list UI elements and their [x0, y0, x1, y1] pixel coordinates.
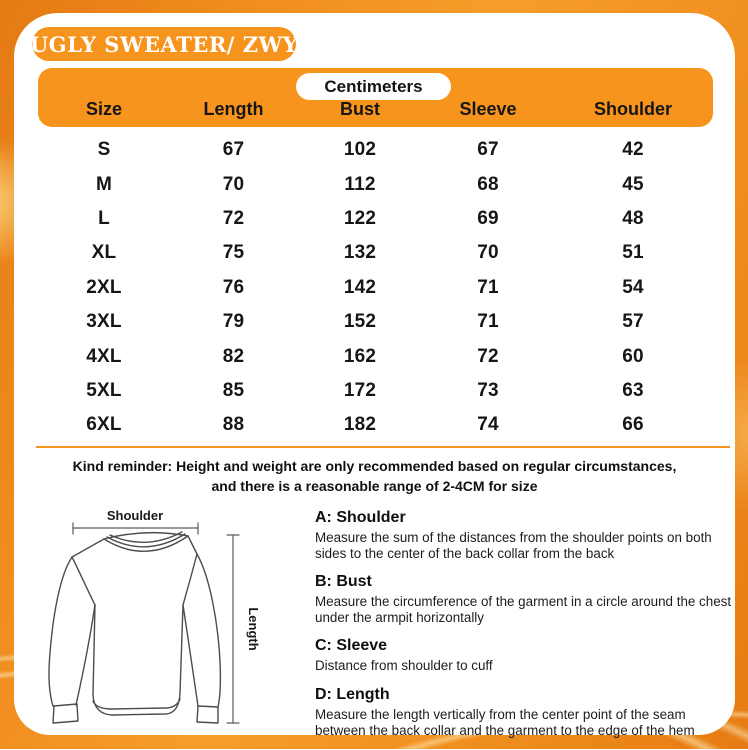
value-cell: 142 — [343, 276, 377, 298]
body-right-edge — [180, 554, 197, 693]
guide-item-text: Measure the sum of the distances from the shoulder points on both sides to the center of the back collar from the back — [315, 530, 712, 561]
column-header-size: Size — [85, 99, 123, 119]
guide-item-heading: D: Length — [315, 685, 390, 703]
value-cell: 162 — [343, 345, 377, 367]
measure-guide — [315, 509, 739, 750]
table-row — [38, 305, 713, 339]
size-cell: S — [97, 139, 111, 161]
size-cell: 2XL — [86, 276, 122, 298]
size-cell: 3XL — [86, 311, 122, 333]
value-cell: 85 — [222, 379, 245, 401]
guide-item-text: Measure the circumference of the garment in a circle around the chest under the armpit horizontally — [315, 594, 732, 625]
value-cell: 57 — [622, 311, 644, 333]
value-cell: 72 — [222, 207, 245, 229]
table-row — [38, 339, 713, 373]
table-body — [38, 133, 713, 443]
value-cell: 51 — [622, 242, 644, 264]
value-cell: 71 — [477, 276, 499, 298]
value-cell: 54 — [622, 276, 644, 298]
value-cell: 67 — [477, 139, 499, 161]
value-cell: 82 — [222, 345, 245, 367]
value-cell: 70 — [477, 242, 499, 264]
value-cell: 79 — [222, 311, 245, 333]
value-cell: 122 — [343, 207, 377, 229]
divider-line — [36, 446, 730, 448]
value-cell: 45 — [622, 173, 644, 195]
size-cell: 5XL — [86, 379, 122, 401]
guide-item-heading: A: Shoulder — [315, 509, 406, 526]
table-row — [38, 236, 713, 270]
left-sleeve-inner — [76, 605, 95, 705]
table-row — [38, 133, 713, 167]
unit-label: Centimeters — [324, 76, 423, 96]
kind-reminder — [14, 457, 735, 496]
table-header — [38, 68, 713, 127]
value-cell: 132 — [343, 242, 377, 264]
guide-item-heading: C: Sleeve — [315, 637, 388, 655]
unit-badge — [296, 73, 451, 100]
guide-item-text: Distance from shoulder to cuff — [315, 658, 493, 674]
right-sleeve-inner — [183, 605, 198, 706]
value-cell: 68 — [477, 173, 499, 195]
size-cell: 4XL — [86, 345, 122, 367]
column-header-length: Length — [203, 99, 264, 119]
table-row — [38, 167, 713, 201]
size-cell: M — [95, 173, 113, 195]
sweater-diagram — [40, 503, 310, 743]
value-cell: 172 — [343, 379, 377, 401]
size-cell: L — [98, 207, 110, 229]
guide-item-heading: B: Bust — [315, 573, 372, 591]
product-title-badge — [29, 27, 299, 61]
size-cell: XL — [91, 242, 117, 264]
guide-item — [315, 573, 739, 625]
value-cell: 42 — [622, 139, 644, 161]
table-row — [38, 374, 713, 408]
right-shoulder-seam — [188, 536, 197, 554]
value-cell: 67 — [222, 139, 245, 161]
value-cell: 112 — [344, 173, 376, 195]
size-chart-card — [14, 13, 735, 738]
value-cell: 74 — [477, 414, 499, 436]
value-cell: 73 — [477, 379, 499, 401]
table-header-row — [38, 99, 713, 120]
left-cuff — [53, 704, 78, 723]
column-header-shoulder: Shoulder — [593, 99, 672, 119]
right-cuff — [197, 706, 218, 723]
value-cell: 152 — [343, 311, 377, 333]
hem-inner-line — [93, 699, 180, 709]
value-cell: 182 — [343, 414, 377, 436]
value-cell: 63 — [622, 379, 644, 401]
right-sleeve-outer — [197, 554, 220, 707]
left-sleeve-outer — [49, 557, 72, 706]
value-cell: 48 — [622, 207, 644, 229]
value-cell: 69 — [477, 207, 499, 229]
left-shoulder-seam — [72, 539, 104, 557]
guide-item — [315, 686, 739, 738]
hem-outer-line — [93, 693, 180, 715]
shoulder-dimension-label: Shoulder — [106, 508, 164, 523]
value-cell: 102 — [343, 139, 377, 161]
value-cell: 60 — [622, 345, 644, 367]
guide-item — [315, 637, 739, 674]
guide-item — [315, 509, 739, 561]
table-row — [38, 271, 713, 305]
value-cell: 88 — [222, 414, 245, 436]
size-cell: 6XL — [86, 414, 122, 436]
value-cell: 72 — [477, 345, 499, 367]
value-cell: 75 — [222, 242, 245, 264]
value-cell: 71 — [477, 311, 499, 333]
kind-reminder-line-2: and there is a reasonable range of 2-4CM for size — [211, 477, 538, 494]
column-header-sleeve: Sleeve — [459, 99, 517, 119]
value-cell: 76 — [222, 276, 245, 298]
value-cell: 66 — [622, 414, 644, 436]
length-dimension-label: Length — [246, 607, 261, 651]
table-row — [38, 202, 713, 236]
table-row — [38, 408, 713, 442]
column-header-bust: Bust — [340, 99, 380, 119]
product-title: UGLY SWEATER/ ZWY — [29, 31, 299, 57]
value-cell: 70 — [222, 173, 245, 195]
guide-item-text: Measure the length vertically from the center point of the seam between the back collar and the garment to the edge of the hem — [315, 706, 695, 738]
kind-reminder-line-1: Kind reminder: Height and weight are only recommended based on regular circumstances, — [72, 458, 677, 474]
